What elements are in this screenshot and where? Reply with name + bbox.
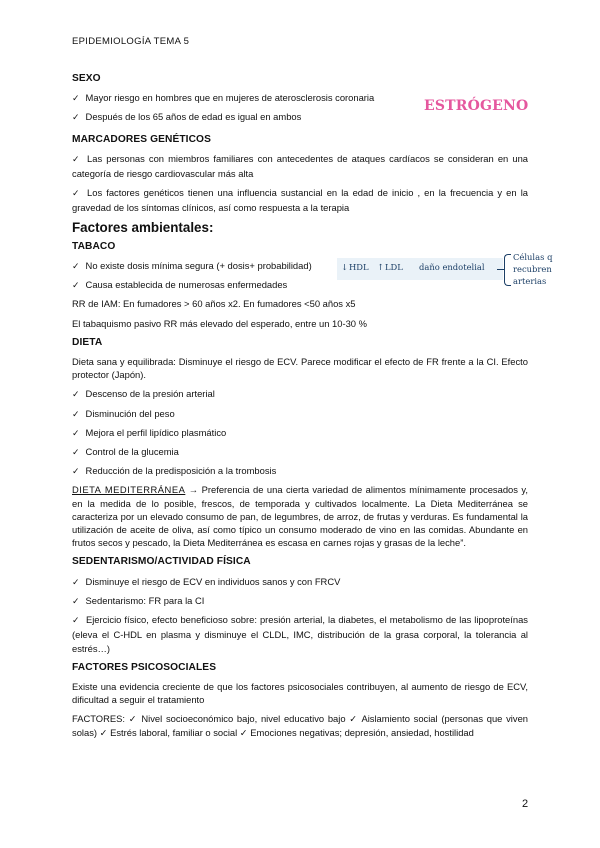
estrogeno-annotation: ESTRÓGENO xyxy=(424,98,529,114)
ldl-label: LDL xyxy=(385,262,403,272)
marcadores-item: ✓ Los factores genéticos tienen una influencia sustancial en la edad de inicio , en la frecuencia y en la gravedad de los síntomas clínicos, así como respuesta a la terapia xyxy=(72,186,528,214)
hdl-label: HDL xyxy=(349,262,369,272)
sexo-item: ✓ Mayor riesgo en hombres que en mujeres de aterosclerosis coronaria xyxy=(72,91,528,106)
main-content xyxy=(72,72,528,745)
heading-sexo: SEXO xyxy=(72,73,101,84)
dieta-item: ✓ Control de la glucemia xyxy=(72,445,528,460)
sedentarismo-item: ✓ Ejercicio físico, efecto beneficioso sobre: presión arterial, la diabetes, el metabolismo de las lipoproteínas (eleva el C-HDL en plasma y disminuye el CLDL, IMC, distribución de la grasa corporal, la tolerancia al estrés…) xyxy=(72,613,528,655)
heading-tabaco: TABACO xyxy=(72,240,116,252)
dieta-intro: Dieta sana y equilibrada: Disminuye el riesgo de ECV. Parece modificar el efecto de FR frente a la CI. Efecto protector (Japón). xyxy=(72,356,528,381)
sedentarismo-item: ✓ Sedentarismo: FR para la CI xyxy=(72,594,528,609)
dieta-mediterranea-label: DIETA MEDITERRÁNEA xyxy=(72,484,186,496)
tabaco-item: ✓ Causa establecida de numerosas enfermedades xyxy=(72,278,528,293)
dieta-item: ✓ Reducción de la predisposición a la trombosis xyxy=(72,464,528,479)
right-arrow-icon: → xyxy=(188,484,199,496)
page-number: 2 xyxy=(522,798,529,810)
heading-sedentarismo: SEDENTARISMO/ACTIVIDAD FÍSICA xyxy=(72,556,251,568)
dieta-item: ✓ Disminución del peso xyxy=(72,407,528,422)
dieta-mediterranea-text: Preferencia de una cierta variedad de alimentos mínimamente procesados y, en la medida de lo posible, frescos, de temporada y cultivados localmente. La Dieta Mediterránea se caracteriza por un elevado consumo de pan, de legumbres, de arroz, de frutas y verduras. Es fundamental la utilización de aceite de oliva, así como típico un consumo moderado de vino en las comidas. Abundante en frutos secos y pescado, la Dieta Mediterránea es escasa en carnes rojas y grasas de la leche”. xyxy=(72,484,528,549)
running-header: EPIDEMIOLOGÍA TEMA 5 xyxy=(72,36,190,47)
dieta-item: ✓ Mejora el perfil lipídico plasmático xyxy=(72,426,528,441)
dano-endotelial-label: daño endotelial xyxy=(419,262,485,272)
heading-factores-psicosociales: FACTORES PSICOSOCIALES xyxy=(72,661,217,673)
dieta-mediterranea-paragraph xyxy=(72,483,528,549)
psicosociales-factores: FACTORES: ✓ Nivel socioeconómico bajo, nivel educativo bajo ✓ Aislamiento social (personas que viven solas) ✓ Estrés laboral, familiar o social ✓ Emociones negativas; depresión, ansiedad, hostilidad xyxy=(72,713,528,738)
tabaco-pasivo: El tabaquismo pasivo RR más elevado del esperado, entre un 10-30 % xyxy=(72,317,367,329)
cells-line-3: arterias xyxy=(513,276,547,286)
ldl-up-arrow-icon: ↑ xyxy=(377,262,385,272)
heading-marcadores-geneticos: MARCADORES GENÉTICOS xyxy=(72,133,211,145)
cells-line-1: Células q xyxy=(513,252,553,262)
tabaco-item: ✓ No existe dosis mínima segura (+ dosis+ probabilidad) xyxy=(72,259,528,274)
psicosociales-intro: Existe una evidencia creciente de que los factores psicosociales contribuyen, al aumento de riesgo de ECV, dificultad a seguir el tratamiento xyxy=(72,680,528,706)
heading-factores-ambientales: Factores ambientales: xyxy=(72,219,214,235)
dieta-item: ✓ Descenso de la presión arterial xyxy=(72,387,528,402)
cells-line-2: recubren xyxy=(513,264,552,274)
tabaco-rr-iam: RR de IAM: En fumadores > 60 años x2. En fumadores <50 años x5 xyxy=(72,298,356,310)
marcadores-item: ✓ Las personas con miembros familiares con antecedentes de ataques cardíacos se consideran en una categoría de riesgo cardiovascular más alta xyxy=(72,152,528,180)
hdl-down-arrow-icon: ↓ xyxy=(341,262,349,272)
sedentarismo-item: ✓ Disminuye el riesgo de ECV en individuos sanos y con FRCV xyxy=(72,575,528,590)
heading-dieta: DIETA xyxy=(72,336,103,348)
sexo-item: ✓ Después de los 65 años de edad es igual en ambos xyxy=(72,110,528,125)
